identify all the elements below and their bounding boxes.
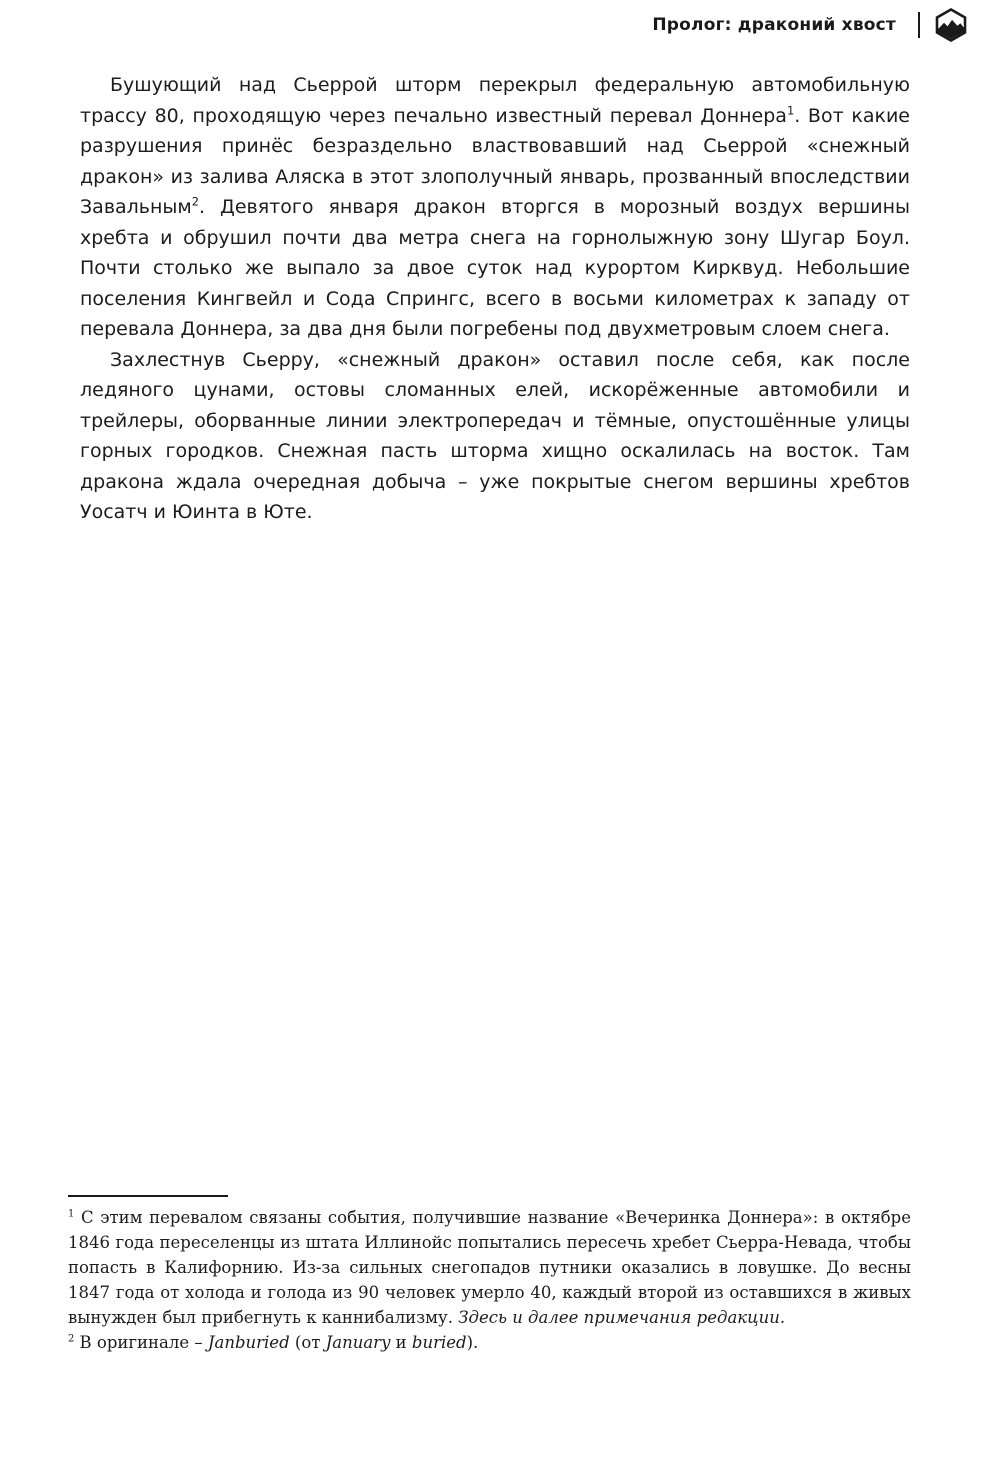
footnote: $^1$ С этим перевалом связаны события, получившие название «Вечеринка Доннера»: в октябре 1846 года переселенцы из штата Иллинойс попытались пересечь хребет Сьерра-Невада, чтобы попасть в Калифорнию. Из-за сильных снегопадов путники оказались в ловушке. До весны 1847 года от холода и голода из 90 человек умерло 40, каждый второй из оставшихся в живых вынужден был прибегнуть к каннибализму. Здесь и далее примечания редакции.: [68, 1208, 911, 1327]
footnote: $^2$ В оригинале – Janburied (от January и buried).: [68, 1333, 479, 1352]
chapter-title: Пролог: драконий хвост: [652, 15, 896, 35]
footnote-number: 2: [68, 1333, 75, 1345]
paragraph: Бушующий над Сьеррой шторм перекрыл федеральную автомобильную трассу 80, проходящую через печально известный перевал Доннера$^1$. Вот какие разрушения принёс безраздельно властвовавший над Сьеррой «снежный дракон» из залива Аляска в этот злополучный январь, прозванный впоследствии Завальным$^2$. Девятого января дракон вторгся в морозный воздух вершины хребта и обрушил почти два метра снега на горнолыжную зону Шугар Боул. Почти столько же выпало за двое суток над курортом Кирквуд. Небольшие поселения Кингвейл и Сода Спрингс, всего в восьми километрах к западу от перевала Доннера, за два дня были погребены под двухметровым слоем снега.: [80, 74, 910, 340]
header-divider: [918, 12, 920, 38]
footnotes: [68, 1205, 911, 1355]
mountain-emblem-icon: [934, 8, 968, 42]
footnote-ref[interactable]: 1: [786, 103, 795, 118]
footnote-number: 1: [68, 1208, 75, 1220]
footnote-ref[interactable]: 2: [191, 194, 200, 209]
footnote-divider: [68, 1195, 228, 1197]
running-header: [652, 8, 968, 42]
body-text: [80, 70, 910, 528]
paragraph: Захлестнув Сьерру, «снежный дракон» оставил после себя, как после ледяного цунами, остовы сломанных елей, искорёженные автомобили и трейлеры, оборванные линии электропередач и тёмные, опустошённые улицы горных городков. Снежная пасть шторма хищно оскалилась на восток. Там дракона ждала очередная добыча – уже покрытые снегом вершины хребтов Уосатч и Юинта в Юте.: [80, 348, 910, 523]
